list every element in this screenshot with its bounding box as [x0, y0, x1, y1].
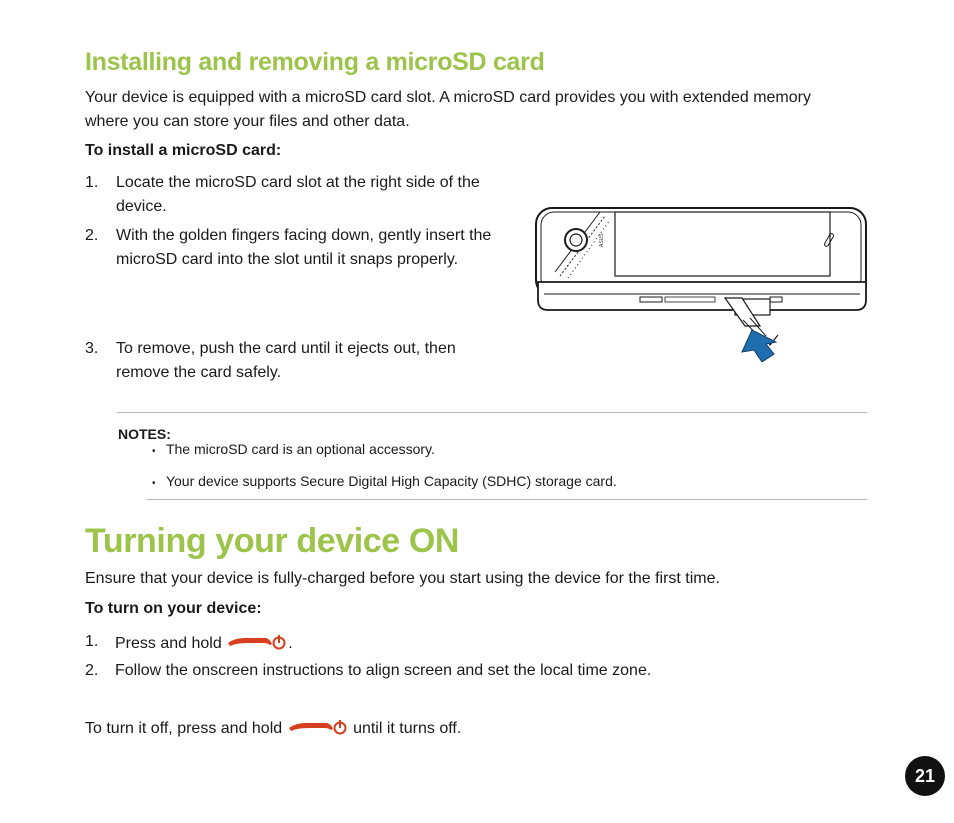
turn-off-suffix: until it turns off. — [353, 720, 462, 737]
notes-bottom-rule — [147, 499, 867, 500]
step-line: To remove, push the card until it ejects out, then — [116, 340, 456, 357]
step-text — [116, 171, 536, 219]
bullet: • — [152, 446, 156, 457]
step-text — [116, 224, 536, 272]
note-text: The microSD card is an optional accessory. — [165, 441, 435, 457]
turn-on-intro: Ensure that your device is fully-charged before you start using the device for the first time. — [85, 570, 720, 587]
note-text: Your device supports Secure Digital High Capacity (SDHC) storage card. — [165, 473, 617, 489]
step-line: microSD card into the slot until it snaps properly. — [116, 251, 459, 268]
notes-top-rule — [117, 412, 867, 413]
step-line: Locate the microSD card slot at the right side of the — [116, 174, 480, 191]
svg-text:ASUS: ASUS — [599, 233, 605, 247]
step-number: 2. — [85, 662, 99, 679]
step-text — [116, 337, 536, 385]
page-number-badge: 21 — [905, 756, 945, 796]
note-item — [152, 441, 435, 459]
step-text-end: . — [288, 635, 293, 652]
intro-line-2: where you can store your files and other data. — [85, 113, 410, 130]
section-heading-microsd: Installing and removing a microSD card — [85, 48, 545, 76]
install-procedure-title: To install a microSD card: — [85, 142, 282, 159]
notes-title: NOTES: — [118, 426, 171, 442]
phone-side-microsd-insert-icon — [530, 202, 875, 362]
section-heading-turn-on: Turning your device ON — [85, 522, 460, 560]
note-item — [152, 473, 617, 491]
intro-paragraph — [85, 86, 885, 134]
step-line: With the golden fingers facing down, gently insert the — [116, 227, 492, 244]
step-text: Follow the onscreen instructions to align screen and set the local time zone. — [115, 662, 652, 679]
step-line: device. — [116, 198, 167, 215]
turn-off-prefix: To turn it off, press and hold — [85, 720, 283, 737]
intro-line-1: Your device is equipped with a microSD card slot. A microSD card provides you with extended memory — [85, 89, 811, 106]
step-text — [115, 633, 293, 653]
turn-on-procedure-title: To turn on your device: — [85, 600, 262, 617]
turn-off-instruction — [85, 718, 461, 738]
step-number: 3. — [85, 340, 99, 357]
step-number: 1. — [85, 633, 99, 650]
bullet: • — [152, 478, 156, 489]
step-line: remove the card safely. — [116, 364, 282, 381]
end-call-power-key-icon — [226, 633, 288, 651]
end-call-power-key-icon — [287, 718, 349, 736]
step-number: 1. — [85, 174, 99, 191]
step-number: 2. — [85, 227, 99, 244]
step-text-label: Press and hold — [115, 635, 222, 652]
